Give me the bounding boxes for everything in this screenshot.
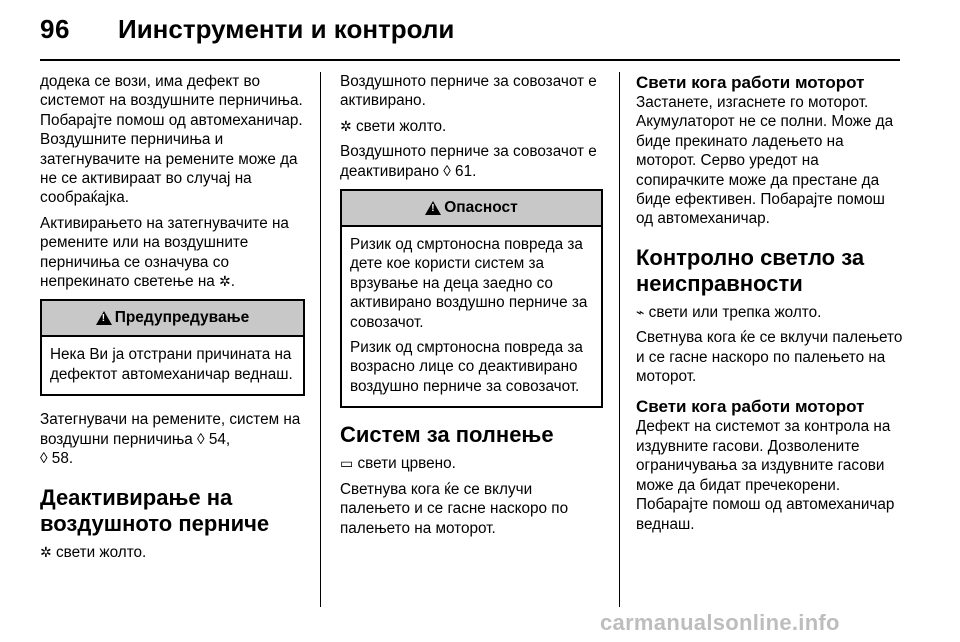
column-divider-2 [619, 72, 620, 607]
paragraph: ✲ свети жолто. [40, 543, 147, 561]
section-heading: Контролно светло за неисправности [636, 244, 865, 296]
paragraph: Дефект на системот за контрола на издувните гасови. Дозволените ограничувања за издувните гасови може да бидат пречекорени. Побарајте помош од автомеханичар веднаш. [636, 418, 895, 533]
page-header [0, 0, 960, 60]
column-divider-1 [320, 72, 321, 607]
section-heading: Деактивирање на воздушното перниче [40, 484, 270, 536]
column-3 [636, 72, 904, 540]
paragraph: Светнува кога ќе се вклучи палењето и се гасне наскоро по палењето на моторот. [636, 329, 903, 386]
airbag-off-icon: ✲ [40, 543, 52, 560]
warning-triangle-icon [96, 311, 112, 325]
engine-check-icon: ⌁ [636, 303, 645, 320]
page-title: Иинструменти и контроли [118, 14, 455, 44]
battery-icon: ▭ [340, 455, 354, 472]
paragraph: Застанете, изгаснете го моторот. Акумулаторот не се полни. Може да биде прекинато ладењето на моторот. Серво уредот на сопирачките може да престане да биде ефективен. Побарајте помош од автомеханичар. [636, 94, 894, 228]
column-1 [40, 72, 305, 568]
page-reference: ◊ 54, [197, 430, 231, 448]
paragraph: додека се вози, има дефект во системот на воздушните перничиња. Побарајте помош од автомеханичар. Воздушните перничиња и затегнувачите на ремените може да не се активираат во случај на сообраќајка. [40, 73, 303, 207]
subsection-heading: Свети кога работи моторот [636, 397, 865, 417]
danger-box-header [342, 191, 601, 227]
airbag-on-icon: ✲ [340, 117, 352, 134]
header-rule [40, 59, 900, 61]
paragraph: Воздушното перниче за совозачот е активирано. [340, 73, 597, 110]
paragraph: ⌁ свети или трепка жолто. [636, 303, 822, 321]
paragraph: Воздушното перниче за совозачот е деактивирано ◊ 61. [340, 143, 597, 180]
danger-text: Ризик од смртоносна повреда за возрасно лице со деактивирано воздушно перниче за совозачот. [350, 339, 583, 395]
warning-title: Предупредување [114, 309, 250, 327]
danger-box [340, 189, 603, 408]
paragraph: Затегнувачи на ремените, систем на воздушни перничиња ◊ 54, ◊ 58. [40, 411, 301, 468]
paragraph: ▭ свети црвено. [340, 455, 456, 473]
danger-title: Опасност [444, 199, 518, 217]
page-reference: ◊ 61. [443, 162, 477, 180]
danger-text: Ризик од смртоносна повреда за дете кое користи систем за врзување на деца заедно со активирано воздушно перниче за совозачот. [350, 236, 588, 331]
airbag-icon: ✲ [219, 273, 231, 290]
watermark: carmanualsonline.info [600, 610, 840, 635]
warning-box [40, 299, 305, 396]
paragraph: Светнува кога ќе се вклучи палењето и се гасне наскоро по палењето на моторот. [340, 480, 569, 537]
page-number: 96 [40, 14, 70, 44]
warning-text: Нека Ви ја отстрани причината на дефектот автомеханичар веднаш. [50, 346, 293, 383]
paragraph: Активирањето на затегнувачите на ремените или на воздушните перничиња се означува со непрекинато светење на ✲. [40, 214, 289, 291]
paragraph: ✲ свети жолто. [340, 117, 447, 135]
subsection-heading: Свети кога работи моторот [636, 73, 865, 92]
column-2 [340, 72, 603, 544]
warning-box-header [42, 301, 303, 337]
page-reference: ◊ 58. [40, 450, 74, 468]
section-heading: Систем за полнење [340, 422, 554, 448]
warning-triangle-icon [425, 201, 441, 215]
